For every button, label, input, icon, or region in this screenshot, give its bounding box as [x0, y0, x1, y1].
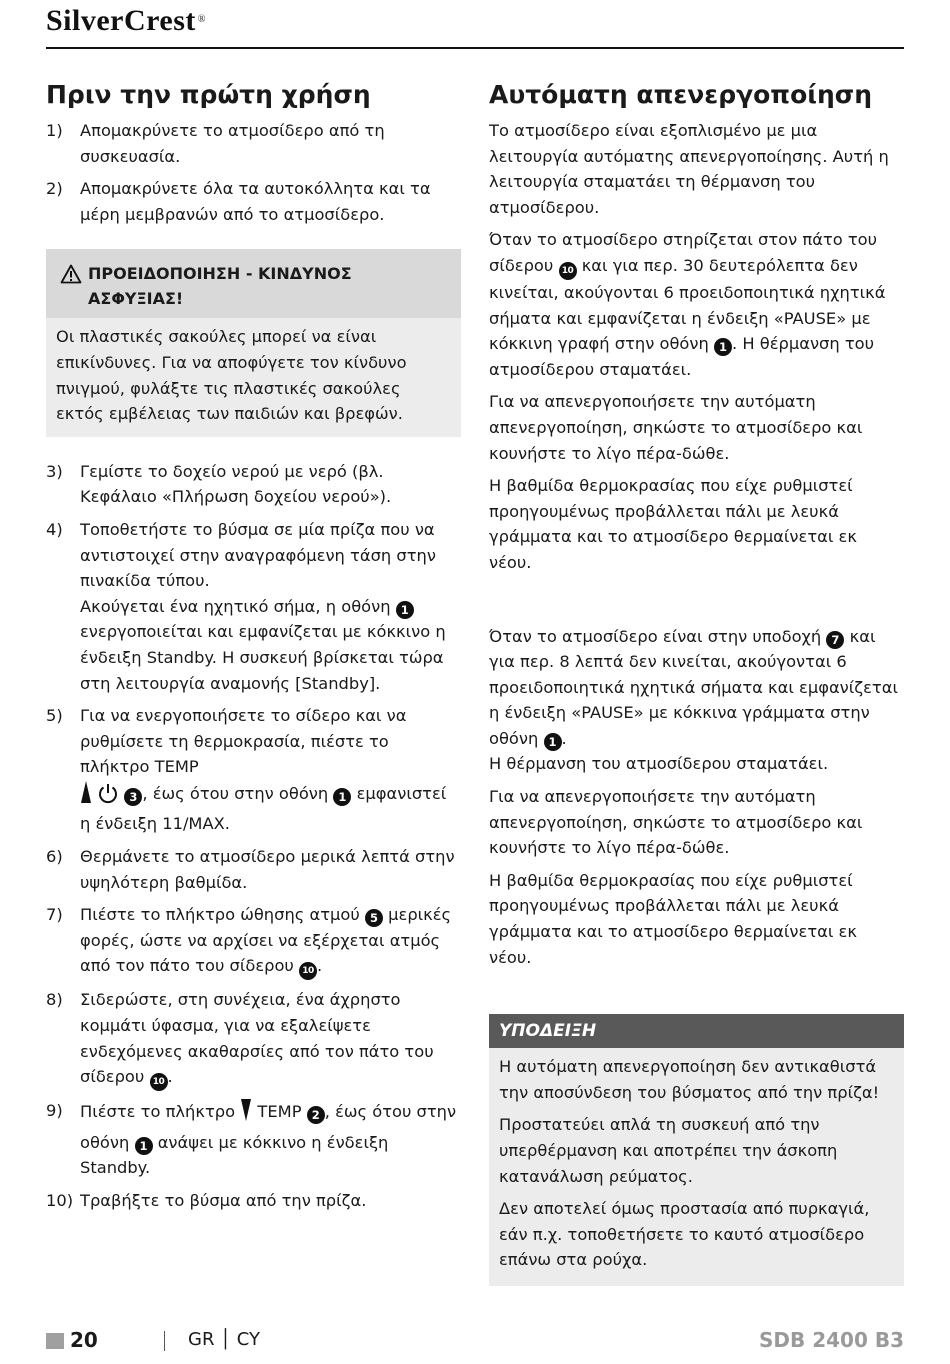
registered-mark: ®	[197, 14, 207, 25]
step-number: 8)	[46, 990, 63, 1010]
soleplate-badge: 10	[559, 262, 577, 280]
warning-text: Οι πλαστικές σακούλες μπορεί να είναι επικίνδυνες. Για να αποφύγετε τον κίνδυνο πνιγμού, φυλάξτε τις πλαστικές σακούλες εκτός εμβέλειας των παιδιών και βρεφών.	[56, 327, 407, 424]
step-text: εμφανιστεί η ένδειξη 11/MAX.	[80, 783, 447, 834]
step-text: μερικές φορές, ώστε να αρχίσει να εξέρχεται ατμός από τον πάτο του σίδερου	[80, 905, 452, 976]
step-number: 6)	[46, 847, 63, 867]
paragraph-text: Όταν το ατμοσίδερο είναι στην υποδοχή	[489, 626, 822, 646]
step-item	[46, 844, 461, 895]
section-title-auto-off: Αυτόματη απενεργοποίηση	[489, 80, 873, 109]
step-item	[46, 703, 461, 837]
step-number: 7)	[46, 905, 63, 925]
step-text: .	[167, 1067, 173, 1087]
step-text: Πιέστε το πλήκτρο ώθησης ατμού	[80, 905, 360, 925]
step-text: Γεμίστε το δοχείο νερού με νερό (βλ. Κεφάλαιο «Πλήρωση δοχείου νερού»).	[80, 461, 392, 507]
hint-body	[489, 1048, 904, 1286]
step-item	[46, 1098, 461, 1181]
section-title-first-use: Πριν την πρώτη χρήση	[46, 80, 371, 109]
paragraph-text: Η θέρμανση του ατμοσίδερου σταματάει.	[489, 754, 829, 774]
step-number: 3)	[46, 461, 63, 481]
step-text: , έως ότου στην οθόνη	[142, 783, 329, 803]
paragraph: Η βαθμίδα θερμοκρασίας που είχε ρυθμιστεί προηγουμένως προβάλλεται πάλι με λευκά γράμματα και το ατμοσίδερο θερμαίνεται εκ νέου.	[489, 476, 857, 572]
step-number: 10)	[46, 1191, 74, 1210]
display-badge: 1	[333, 788, 351, 806]
step-text: Απομακρύνετε όλα τα αυτοκόλλητα και τα μέρη μεμβρανών από το ατμοσίδερο.	[80, 179, 431, 224]
step-number: 5)	[46, 706, 63, 726]
paragraph: Το ατμοσίδερο είναι εξοπλισμένο με μια λειτουργία αυτόματης απενεργοποίησης. Αυτή η λειτουργία σταματάει τη θέρμανση του ατμοσίδερου.	[489, 121, 889, 217]
step-number: 1)	[46, 121, 63, 140]
page-footer	[46, 1328, 904, 1358]
step-number: 9)	[46, 1101, 63, 1121]
paragraph: Για να απενεργοποιήσετε την αυτόματη απενεργοποίηση, σηκώστε το ατμοσίδερο και κουνήστε το λίγο πέρα-δώθε.	[489, 787, 863, 858]
step-text: Πιέστε το πλήκτρο	[80, 1102, 236, 1122]
paragraph-text: .	[561, 728, 567, 748]
hint-paragraph: Προστατεύει απλά τη συσκευή από την υπερθέρμανση και αποτρέπει την άσκοπη κατανάλωση ρεύματος.	[499, 1115, 838, 1186]
warning-box	[46, 249, 461, 436]
step-text: Ακούγεται ένα ηχητικό σήμα, η οθόνη	[80, 596, 391, 616]
warning-header	[46, 249, 461, 318]
step-text: , έως ότου στην οθόνη	[80, 1102, 457, 1152]
step-item	[46, 176, 461, 227]
footer-model: SDB 2400 B3	[759, 1328, 904, 1352]
right-column	[489, 74, 904, 1286]
step-text: Απομακρύνετε το ατμοσίδερο από τη συσκευασία.	[80, 121, 385, 166]
step-text: ενεργοποιείται και εμφανίζεται με κόκκινο η ένδειξη Standby. Η συσκευή βρίσκεται τώρα στη λειτουργία αναμονής [Standby].	[80, 622, 446, 693]
step-text: Θερμάνετε το ατμοσίδερο μερικά λεπτά στην υψηλότερη βαθμίδα.	[80, 847, 455, 892]
steps-list-a	[46, 118, 461, 227]
warning-triangle-icon	[60, 264, 82, 291]
footer-square-icon	[46, 1333, 64, 1349]
header-rule	[46, 47, 904, 49]
paragraph	[489, 624, 904, 778]
display-badge: 1	[714, 338, 732, 356]
warning-title: ΠΡΟΕΙΔΟΠΟΙΗΣΗ - ΚΙΝΔΥΝΟΣ ΑΣΦΥΞΙΑΣ!	[88, 264, 352, 309]
steam-button-badge: 5	[365, 909, 383, 927]
footer-divider	[164, 1331, 165, 1351]
steps-list-b	[46, 459, 461, 1214]
step-text: Τραβήξτε το βύσμα από την πρίζα.	[80, 1191, 367, 1210]
brand-name: SilverCrest	[46, 4, 196, 37]
step-item	[46, 118, 461, 169]
temp-button-badge: 2	[307, 1106, 325, 1124]
soleplate-badge: 10	[299, 962, 317, 980]
paragraph-text: Όταν το ατμοσίδερο στηρίζεται στον πάτο του σίδερου	[489, 230, 878, 275]
step-text: TEMP	[257, 1102, 302, 1122]
brand-logo	[46, 4, 206, 38]
base-station-badge: 7	[826, 631, 844, 649]
step-text: .	[317, 956, 323, 976]
down-wedge-icon	[240, 1098, 252, 1130]
paragraph: Για να απενεργοποιήσετε την αυτόματη απενεργοποίηση, σηκώστε το ατμοσίδερο και κουνήστε το λίγο πέρα-δώθε.	[489, 392, 863, 463]
page-number: 20	[70, 1328, 98, 1352]
up-wedge-icon	[80, 780, 92, 812]
paragraph	[489, 227, 904, 382]
step-item	[46, 902, 461, 980]
step-number: 4)	[46, 519, 63, 539]
step-text: Σιδερώστε, στη συνέχεια, ένα άχρηστο κομμάτι ύφασμα, για να εξαλείψετε ενδεχόμενες ακαθαρσίες από τον πάτο του σίδερου	[80, 990, 434, 1087]
paragraph-text: και για περ. 8 λεπτά δεν κινείται, ακούγονται 6 προειδοποιητικά ηχητικά σήματα και εμφανίζεται η ένδειξη «PAUSE» με κόκκινα γράμματα στην οθόνη	[489, 626, 898, 748]
soleplate-badge: 10	[150, 1073, 168, 1091]
paragraph-text: και για περ. 30 δευτερόλεπτα δεν κινείται, ακούγονται 6 προειδοποιητικά ηχητικά σήματα και εμφανίζεται η ένδειξη «PAUSE» με κόκκινη γραφή στην οθόνη	[489, 255, 886, 354]
step-item	[46, 459, 461, 510]
step-number: 2)	[46, 179, 63, 199]
footer-language: GR │ CY	[188, 1329, 260, 1350]
step-item	[46, 517, 461, 696]
step-item	[46, 987, 461, 1091]
display-badge: 1	[544, 733, 562, 751]
paragraph-text: . Η θέρμανση του ατμοσίδερου σταματάει.	[489, 334, 875, 379]
hint-paragraph: Δεν αποτελεί όμως προστασία από πυρκαγιά, εάν π.χ. τοποθετήσετε το καυτό ατμοσίδερο επάνω στα ρούχα.	[499, 1199, 870, 1270]
left-column	[46, 74, 461, 1221]
step-text: ανάψει με κόκκινο η ένδειξη Standby.	[80, 1132, 389, 1178]
step-item	[46, 1188, 461, 1214]
display-badge: 1	[396, 601, 414, 619]
step-text: Για να ενεργοποιήσετε το σίδερο και να ρυθμίσετε τη θερμοκρασία, πιέστε το πλήκτρο TEMP	[80, 706, 407, 777]
display-badge: 1	[135, 1137, 153, 1155]
hint-box	[489, 1014, 904, 1286]
temp-button-badge: 3	[124, 788, 142, 806]
paragraph: Η βαθμίδα θερμοκρασίας που είχε ρυθμιστεί προηγουμένως προβάλλεται πάλι με λευκά γράμματα και το ατμοσίδερο θερμαίνεται εκ νέου.	[489, 870, 857, 967]
power-icon	[97, 782, 119, 812]
step-text: Τοποθετήστε το βύσμα σε μία πρίζα που να αντιστοιχεί στην αναγραφόμενη τάση στην πινακίδα τύπου.	[80, 519, 436, 591]
hint-title: ΥΠΟΔΕΙΞΗ	[489, 1014, 904, 1048]
hint-paragraph: Η αυτόματη απενεργοποίηση δεν αντικαθιστά την αποσύνδεση του βύσματος από την πρίζα!	[499, 1057, 880, 1102]
